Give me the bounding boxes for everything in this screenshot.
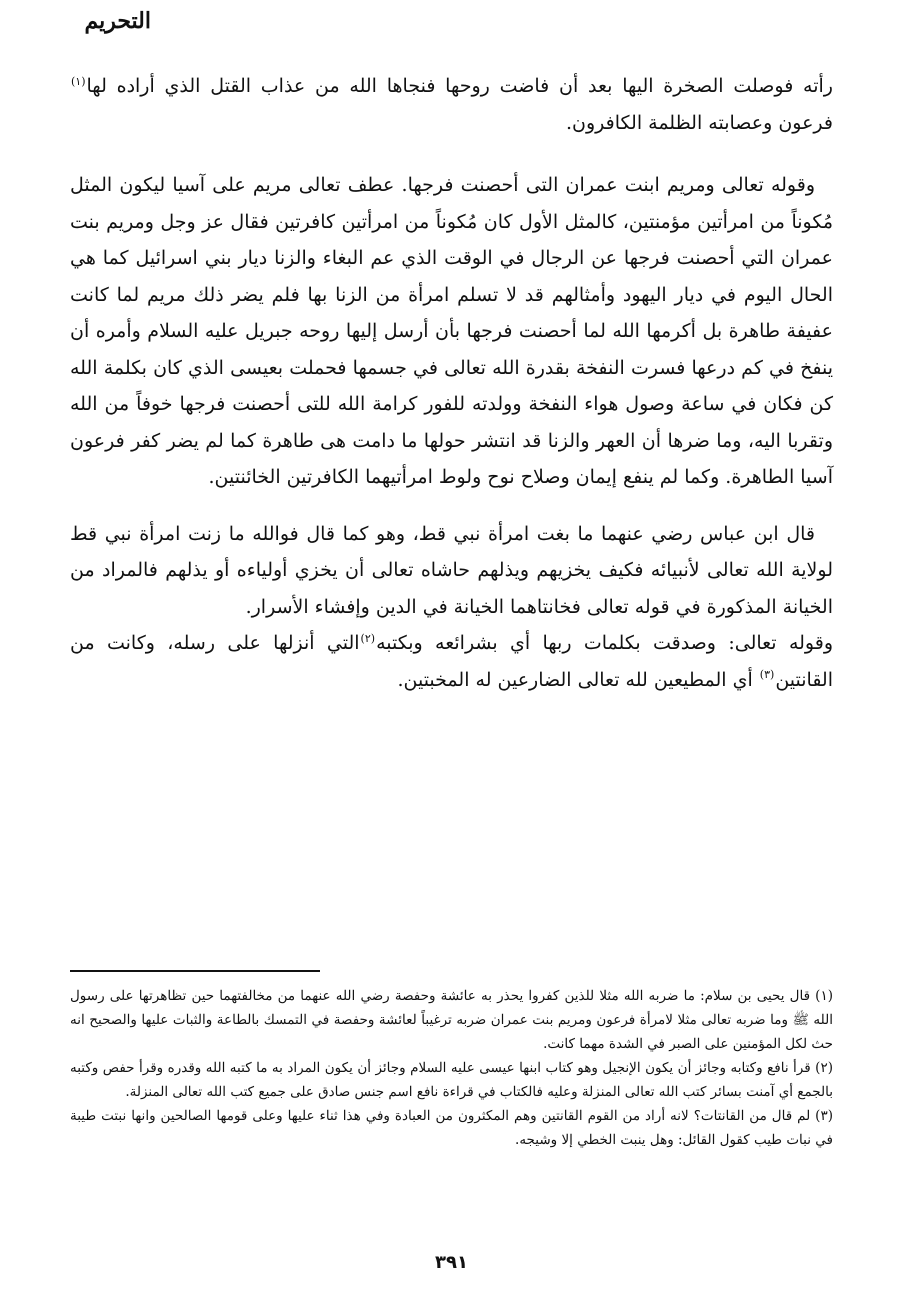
paragraph-4-part-b: التي أنزلها على رسله، وكانت من القانتين	[70, 632, 833, 691]
main-text	[70, 68, 833, 698]
footnote-1: (١) قال يحيى بن سلام: ما ضربه الله مثلا للذين كفروا يحذر به عائشة وحفصة رضي الله عنهما من مخالفتهما حين تظاهرتها على رسول الله ﷺ وما ضربه تعالى مثلا لامرأة فرعون ومريم بنت عمران ضربه ترغيباً لعائشة وحفصة في التمسك بالطاعة والثبات عليها والصحيح انه حث لكل المؤمنين على الصبر في الشدة مهما كانت.	[70, 988, 833, 1052]
page-number: ٣٩١	[435, 1252, 468, 1273]
paragraph-gap	[70, 141, 833, 167]
footnote-marker-1[interactable]: (١)	[71, 74, 86, 88]
paragraph-3: قال ابن عباس رضي عنهما ما بغت امرأة نبي قط، وهو كما قال فوالله ما زنت امرأة نبي قط لولاية الله تعالى لأنبيائه فكيف يخزيهم ويذلهم حاشاه تعالى أن يخزي أولياءه أو يذلهم فالمراد من الخيانة المذكورة في قوله تعالى فخانتاهما الخيانة في الدين وإفشاء الأسرار.	[70, 522, 833, 618]
paragraph-4	[70, 625, 833, 698]
footnotes	[70, 984, 833, 1152]
paragraph-1-text: رأته فوصلت الصخرة اليها بعد أن فاضت روحها فنجاها الله من عذاب القتل الذي أراده لها	[86, 75, 833, 97]
footnote-marker-2[interactable]: (٢)	[360, 631, 376, 645]
footnote-3: (٣) لم قال من القانتات؟ لانه أراد من القوم القانتين وهم المكثرون من العبادة وفي هذا ثناء عليها وعلى قومها الصالحين وانها نبتت طيبة في نبات طيب كقول القائل: وهل ينبت الخطي إلا وشيجه.	[70, 1108, 833, 1148]
paragraph-gap	[70, 496, 833, 516]
paragraph-1	[70, 68, 833, 141]
paragraph-1-tail: فرعون وعصابته الظلمة الكافرون.	[566, 111, 833, 134]
paragraph-2: وقوله تعالى ومريم ابنت عمران التى أحصنت فرجها. عطف تعالى مريم على آسيا ليكون المثل مُكوناً من امرأتين مؤمنتين، كالمثل الأول كان مُكوناً من امرأتين كافرتين فقال عز وجل ومريم بنت عمران التي أحصنت فرجها عن الرجال في الوقت الذي عم البغاء والزنا ديار بني اسرائيل كما هي الحال اليوم في ديار اليهود وأمثالهم قد لا تسلم امرأة من الزنا بها فلم يضر ذلك مريم لما كانت عفيفة طاهرة بل أكرمها الله لما أحصنت فرجها بأن أرسل إليها روحه جبريل عليه السلام وأمره أن ينفخ في كم درعها فسرت النفخة بقدرة الله تعالى في جسمها فحملت بعيسى الذي كان بكلمة الله كن فكان في ساعة وصول هواء النفخة وولدته للفور كرامة الله للتى أحصنت فرجها خوفاً من الله وتقربا اليه، وما ضرها أن العهر والزنا قد انتشر حولها ما دامت هى طاهرة كما لم يضر كفر فرعون آسيا الطاهرة. وكما لم ينفع إيمان وصلاح نوح ولوط امرأتيهما الكافرتين الخائنتين.	[70, 174, 834, 488]
surah-title: التحريم	[84, 8, 151, 34]
footnote-divider	[70, 970, 320, 972]
footnote-2: (٢) قرأ نافع وكتابه وجائز أن يكون الإنجيل وهو كتاب ابنها عيسى عليه السلام وجائز أن يكون المراد به ما كتبه الله وقدره وقرأ حفص وكتبه بالجمع أي آمنت بسائر كتب الله تعالى المنزلة وعليه فالكتاب في قراءة نافع اسم جنس صادق على جميع كتب الله تعالى المنزلة.	[70, 1060, 833, 1100]
footnote-marker-3[interactable]: (٣)	[759, 668, 775, 682]
paragraph-4-part-a: وقوله تعالى: وصدقت بكلمات ربها أي بشرائعه وبكتبه	[376, 632, 833, 654]
paragraph-4-part-c: أي المطيعين لله تعالى الضارعين له المخبتين.	[397, 668, 753, 691]
